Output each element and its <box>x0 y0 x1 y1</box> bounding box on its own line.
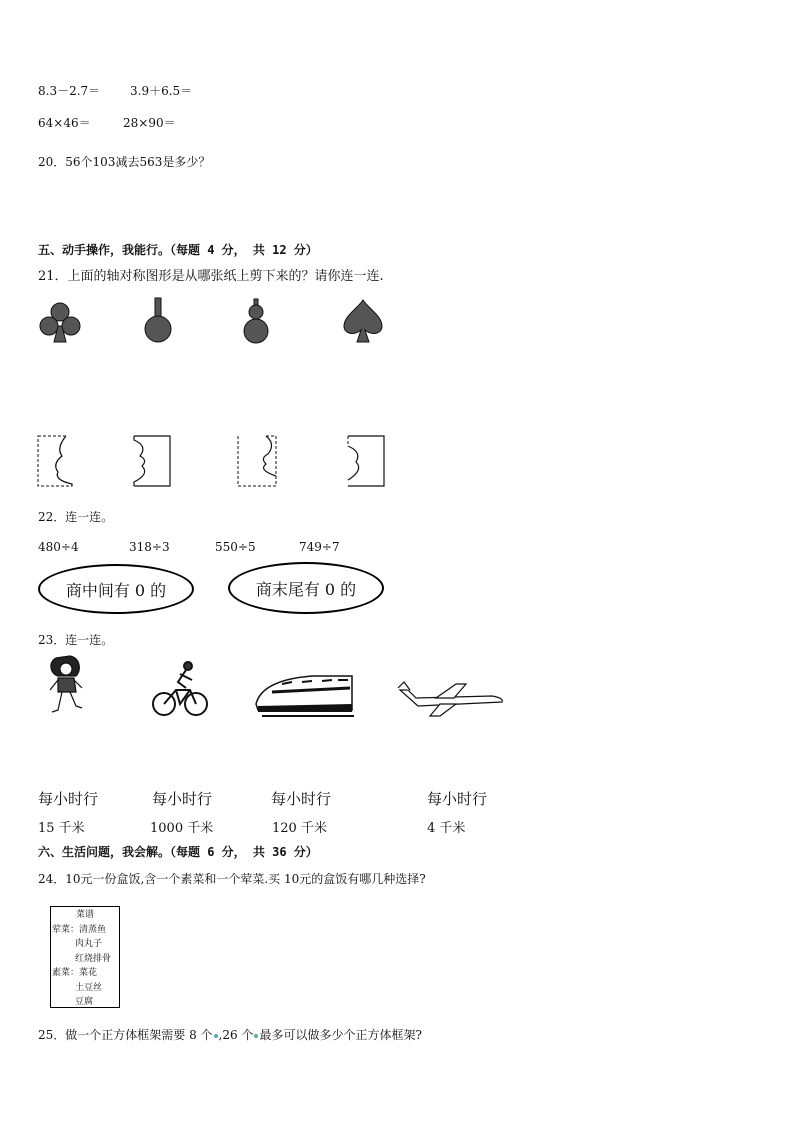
speed-label-4: 每小时行 <box>427 790 488 808</box>
section-6-heading: 六、生活问题，我会解。（每题 6 分， 共 36 分） <box>38 845 318 859</box>
calc-2: 3.9＋6.5＝ <box>130 84 193 98</box>
speed-3: 120 千米 <box>272 821 327 836</box>
folded-paper-4-icon <box>344 434 390 488</box>
question-22: 22．连一连。 <box>38 510 114 524</box>
club-shape-icon <box>36 300 84 346</box>
expr-4: 749÷7 <box>299 540 340 554</box>
expr-2: 318÷3 <box>129 540 170 554</box>
calc-1: 8.3－2.7＝ <box>38 84 101 98</box>
node-icon <box>254 1034 258 1038</box>
cyclist-icon <box>150 660 210 720</box>
airplane-icon <box>396 680 508 720</box>
speed-label-3: 每小时行 <box>271 790 332 808</box>
q25-part1: 25．做一个正方体框架需要 8 个 <box>38 1028 213 1042</box>
question-25 <box>38 1028 422 1042</box>
calc-4: 28×90＝ <box>123 116 176 130</box>
speed-1: 15 千米 <box>38 821 85 836</box>
train-icon <box>252 670 358 720</box>
expr-3: 550÷5 <box>215 540 256 554</box>
menu-meatball: 肉丸子 <box>75 939 103 949</box>
menu-box <box>50 906 120 1008</box>
q25-part2: ,26 个 <box>218 1028 254 1042</box>
speed-4: 4 千米 <box>427 821 466 836</box>
folded-paper-1-icon <box>36 434 76 488</box>
menu-ribs: 红烧排骨 <box>75 953 112 964</box>
menu-veg-cauliflower: 素菜：菜花 <box>52 968 98 978</box>
question-20: 20．56个103减去563是多少？ <box>38 155 211 169</box>
menu-meat-fish: 荤菜：清蒸鱼 <box>52 924 107 935</box>
speed-label-2: 每小时行 <box>152 790 213 808</box>
speed-label-1: 每小时行 <box>38 790 99 808</box>
girl-walking-icon <box>46 654 88 716</box>
question-21: 21．上面的轴对称图形是从哪张纸上剪下来的？请你连一连. <box>38 269 384 284</box>
node-icon <box>214 1034 218 1038</box>
speed-2: 1000 千米 <box>150 821 214 836</box>
oval-middle-zero: 商中间有 0 的 <box>38 564 194 614</box>
calc-3: 64×46＝ <box>38 116 91 130</box>
oval-end-zero: 商末尾有 0 的 <box>228 562 384 614</box>
menu-title: 菜谱 <box>75 910 94 920</box>
menu-tofu: 豆腐 <box>75 997 94 1007</box>
question-23: 23．连一连。 <box>38 633 114 647</box>
folded-paper-3-icon <box>236 434 282 488</box>
q25-part3: 最多可以做多少个正方体框架? <box>259 1028 422 1042</box>
question-24: 24．10元一份盒饭,含一个素菜和一个荤菜.买 10元的盒饭有哪几种选择? <box>38 872 426 886</box>
calabash-shape-icon <box>240 298 272 346</box>
section-5-heading: 五、动手操作，我能行。（每题 4 分， 共 12 分） <box>38 243 318 257</box>
gourd-shape-icon <box>140 296 176 346</box>
folded-paper-2-icon <box>130 434 176 488</box>
spade-shape-icon <box>340 298 386 346</box>
menu-potato: 土豆丝 <box>75 982 103 993</box>
expr-1: 480÷4 <box>38 540 79 554</box>
